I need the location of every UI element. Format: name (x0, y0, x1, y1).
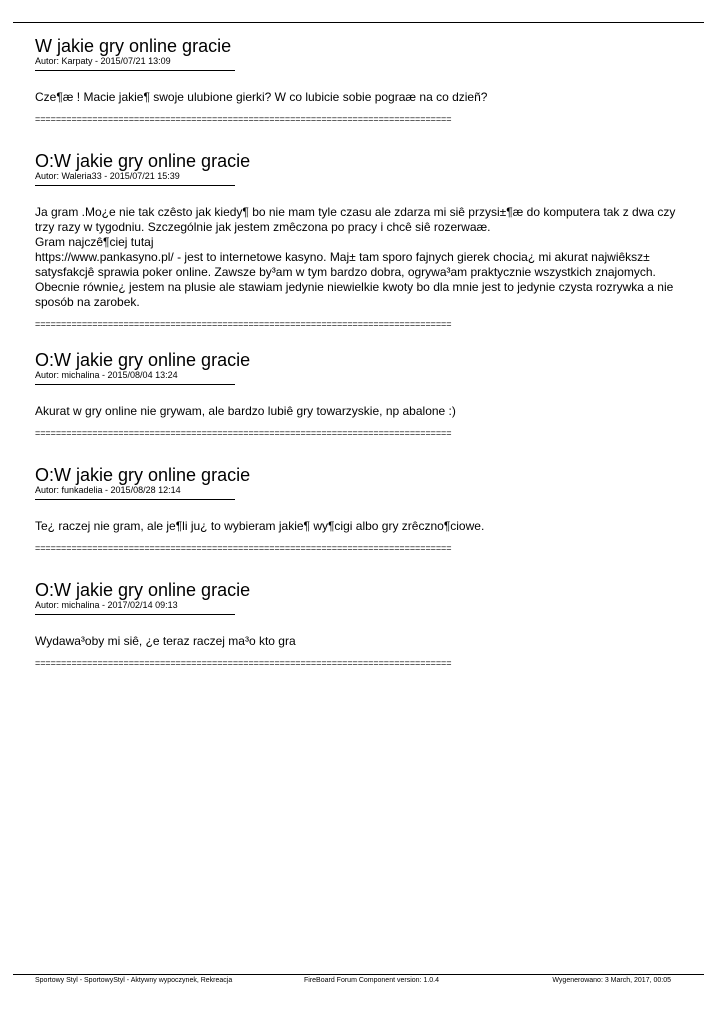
post-meta: Autor: michalina - 2015/08/04 13:24 (35, 370, 178, 380)
post-body: Akurat w gry online nie grywam, ale bardzo lubiê gry towarzyskie, np abalone :) (35, 404, 456, 418)
post-body: Cze¶æ ! Macie jakie¶ swoje ulubione gierki? W co lubicie sobie pograæ na co dzieñ? (35, 90, 488, 104)
footer-site-name: Sportowy Styl - SportowyStyl - Aktywny wypoczynek, Rekreacja (35, 977, 233, 984)
post (35, 152, 705, 329)
post (35, 581, 705, 668)
meta-divider (35, 384, 235, 385)
post-body: Ja gram .Mo¿e nie tak czêsto jak kiedy¶ bo nie mam tyle czasu ale zdarza mi siê przysi±¶æ do komputera tak z dwa czy trzy razy w tygodniu. Szczególnie jak jestem zmêczona po pracy i chcê siê rozerwaæ. Gram najczê¶ciej tutaj https://www.pankasyno.pl/ - jest to internetowe kasyno. Maj± tam sporo fajnych gierek chocia¿ mi akurat najwiêksz± satysfakcjê sprawia poker online. Zawsze by³am w tym bardzo dobra, ogrywa³am praktycznie wszystkich znajomych. Obecnie równie¿ jestem na plusie ale stawiam jedynie niewielkie kwoty bo dla mnie jest to jedynie czysta rozrywka a nie sposób na zarobek. (35, 205, 676, 309)
post-separator: ================================================================================ (35, 114, 452, 124)
post-body: Wydawa³oby mi siê, ¿e teraz raczej ma³o kto gra (35, 634, 296, 648)
post-meta: Autor: Waleria33 - 2015/07/21 15:39 (35, 171, 180, 181)
footer-rule (13, 974, 704, 975)
post-meta: Autor: Karpaty - 2015/07/21 13:09 (35, 56, 171, 66)
post-title: O:W jakie gry online gracie (35, 580, 251, 600)
post (35, 466, 705, 553)
footer-component-version: FireBoard Forum Component version: 1.0.4 (304, 977, 440, 984)
post-meta: Autor: funkadelia - 2015/08/28 12:14 (35, 485, 181, 495)
meta-divider (35, 70, 235, 71)
post-title: O:W jakie gry online gracie (35, 465, 251, 485)
meta-divider (35, 185, 235, 186)
post-title: W jakie gry online gracie (35, 36, 232, 56)
post (35, 351, 705, 438)
footer-generated-date: Wygenerowano: 3 March, 2017, 00:05 (552, 977, 671, 984)
post-separator: ================================================================================ (35, 428, 452, 438)
post-title: O:W jakie gry online gracie (35, 350, 251, 370)
post (35, 37, 705, 124)
post-meta: Autor: michalina - 2017/02/14 09:13 (35, 600, 178, 610)
post-title: O:W jakie gry online gracie (35, 151, 251, 171)
meta-divider (35, 499, 235, 500)
post-separator: ================================================================================ (35, 658, 452, 668)
post-body: Te¿ raczej nie gram, ale je¶li ju¿ to wybieram jakie¶ wy¶cigi albo gry zrêczno¶ciowe. (35, 519, 485, 533)
post-separator: ================================================================================ (35, 543, 452, 553)
post-separator: ================================================================================ (35, 319, 452, 329)
meta-divider (35, 614, 235, 615)
